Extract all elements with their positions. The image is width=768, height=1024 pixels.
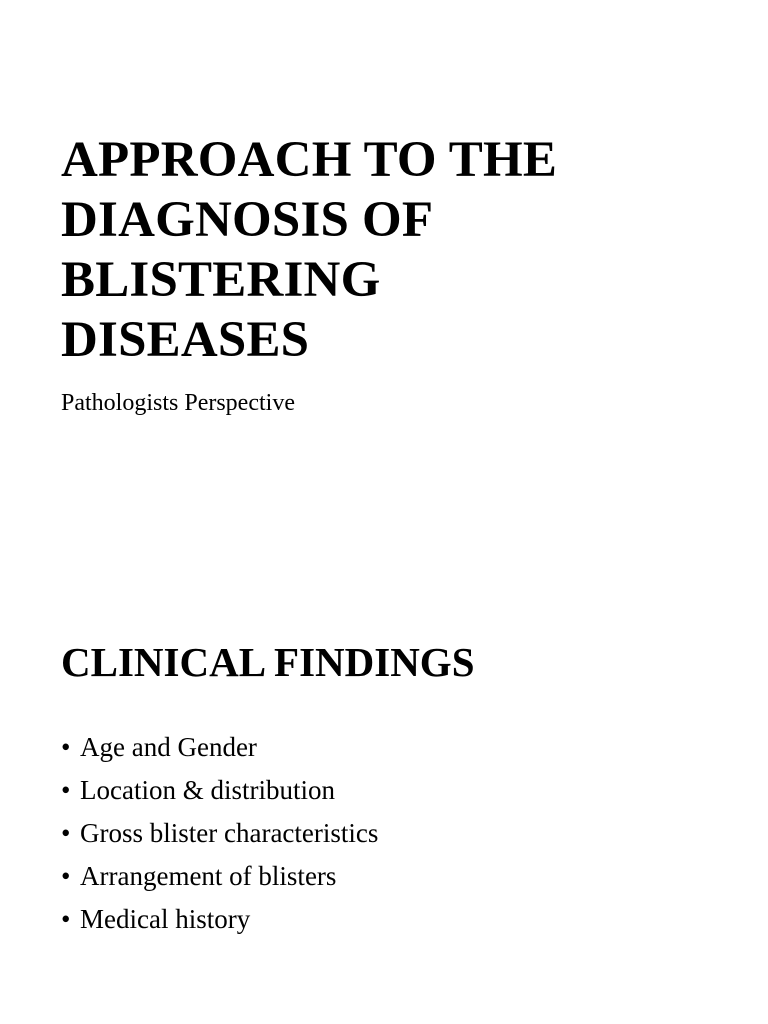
slide-title-line: APPROACH TO THE [61, 132, 558, 188]
slide-title-line: BLISTERING [61, 252, 381, 308]
bullet-item: • Medical history [61, 898, 378, 941]
slide-title-line: DIAGNOSIS OF [61, 192, 434, 248]
bullet-item: • Arrangement of blisters [61, 855, 378, 898]
slide-title [61, 130, 741, 370]
bullet-list [61, 726, 378, 941]
slide-subtitle: Pathologists Perspective [61, 390, 295, 416]
bullet-item: • Age and Gender [61, 726, 378, 769]
slide-title-line: DISEASES [61, 312, 310, 368]
clinical-findings-slide [0, 512, 768, 1024]
bullet-item: • Gross blister characteristics [61, 812, 378, 855]
slide-heading: CLINICAL FINDINGS [61, 639, 475, 685]
bullet-item: • Location & distribution [61, 769, 378, 812]
